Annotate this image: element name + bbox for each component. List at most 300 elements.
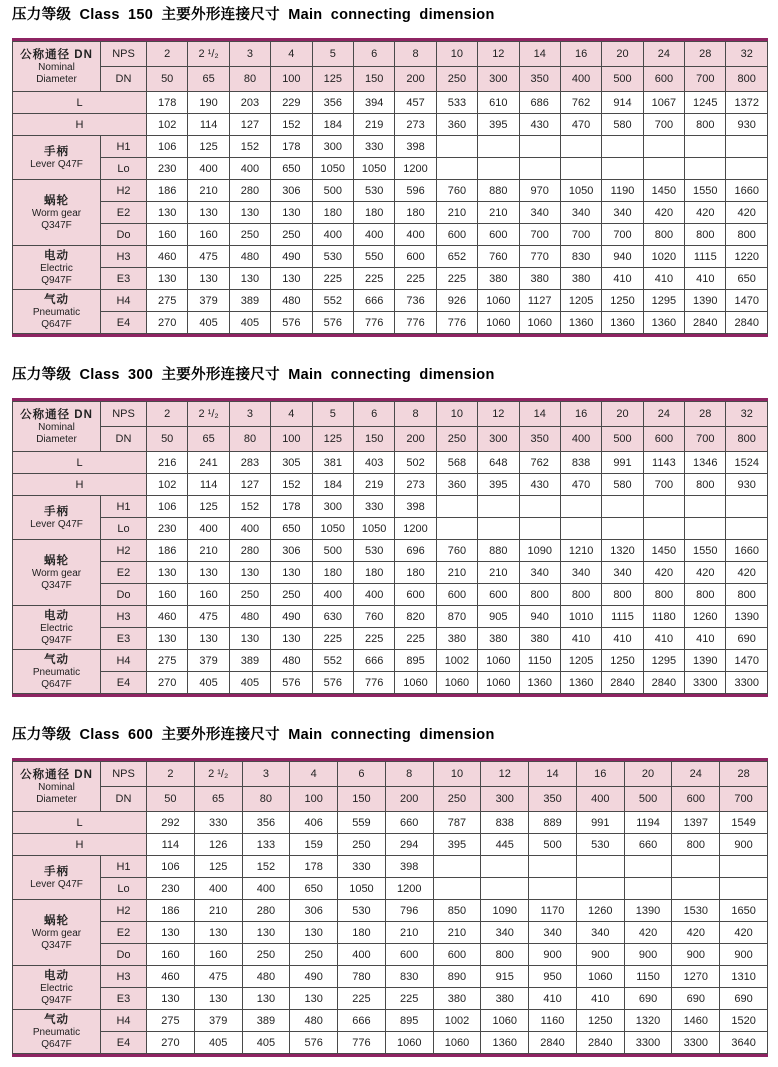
header-row-dn bbox=[13, 787, 768, 812]
data-cell: 420 bbox=[726, 202, 768, 224]
data-cell: 430 bbox=[519, 114, 560, 136]
label-line-zh: 蜗轮 bbox=[44, 194, 69, 207]
row-label-H: H bbox=[13, 114, 147, 136]
nps-value-cell: 8 bbox=[395, 42, 436, 67]
data-cell: 530 bbox=[576, 834, 624, 856]
dn-value-cell: 50 bbox=[147, 787, 195, 812]
label-line-zh: 电动 bbox=[44, 609, 69, 622]
data-cell: 3300 bbox=[685, 672, 726, 694]
data-cell bbox=[624, 856, 672, 878]
data-cell: 356 bbox=[312, 92, 353, 114]
data-cell bbox=[576, 856, 624, 878]
nps-value-cell: 6 bbox=[338, 762, 386, 787]
table-title-class-600: 压力等级 Class 600 主要外形连接尺寸 Main connecting dimension bbox=[12, 727, 495, 743]
header-row-nps bbox=[13, 42, 768, 67]
data-cell: 552 bbox=[312, 290, 353, 312]
param-label-H3: H3 bbox=[101, 246, 147, 268]
data-cell: 457 bbox=[395, 92, 436, 114]
data-cell: 395 bbox=[478, 474, 519, 496]
data-cell: 130 bbox=[290, 922, 338, 944]
data-cell: 1200 bbox=[385, 878, 433, 900]
nps-value-cell: 28 bbox=[685, 42, 726, 67]
data-cell: 991 bbox=[576, 812, 624, 834]
data-cell: 1260 bbox=[576, 900, 624, 922]
data-cell bbox=[672, 856, 720, 878]
dn-value-cell: 300 bbox=[478, 67, 519, 92]
data-cell: 127 bbox=[229, 114, 270, 136]
data-cell bbox=[643, 496, 684, 518]
dn-value-cell: 350 bbox=[519, 427, 560, 452]
label-line-zh: 电动 bbox=[44, 249, 69, 262]
group-label-cell bbox=[13, 290, 101, 334]
data-cell: 460 bbox=[147, 606, 188, 628]
nps-value-cell: 2 ¹/₂ bbox=[188, 402, 229, 427]
data-cell: 930 bbox=[726, 474, 768, 496]
data-cell: 1250 bbox=[602, 290, 643, 312]
dn-value-cell: 700 bbox=[685, 67, 726, 92]
table-row bbox=[13, 158, 768, 180]
data-cell bbox=[436, 496, 477, 518]
table-row bbox=[13, 900, 768, 922]
data-cell: 760 bbox=[353, 606, 394, 628]
data-cell: 380 bbox=[433, 988, 481, 1010]
data-cell bbox=[602, 518, 643, 540]
data-cell: 580 bbox=[602, 114, 643, 136]
data-cell: 1470 bbox=[726, 290, 768, 312]
data-cell: 652 bbox=[436, 246, 477, 268]
nps-value-cell: 28 bbox=[720, 762, 768, 787]
data-cell: 152 bbox=[242, 856, 290, 878]
data-cell: 1550 bbox=[685, 540, 726, 562]
table-row bbox=[13, 496, 768, 518]
data-cell: 2840 bbox=[726, 312, 768, 334]
data-cell: 225 bbox=[338, 988, 386, 1010]
data-cell bbox=[478, 136, 519, 158]
data-cell: 178 bbox=[147, 92, 188, 114]
label-line-en: Lever Q47F bbox=[30, 518, 83, 530]
data-cell: 130 bbox=[147, 268, 188, 290]
data-cell: 800 bbox=[481, 944, 529, 966]
data-cell: 760 bbox=[436, 540, 477, 562]
data-cell: 130 bbox=[188, 562, 229, 584]
data-cell: 1524 bbox=[726, 452, 768, 474]
data-cell bbox=[643, 136, 684, 158]
group-label-cell bbox=[13, 136, 101, 180]
data-cell: 294 bbox=[385, 834, 433, 856]
nps-value-cell: 16 bbox=[560, 42, 601, 67]
data-cell: 610 bbox=[478, 92, 519, 114]
data-cell: 225 bbox=[353, 268, 394, 290]
data-cell: 760 bbox=[478, 246, 519, 268]
row-label-L: L bbox=[13, 92, 147, 114]
data-cell: 576 bbox=[271, 672, 312, 694]
data-cell: 395 bbox=[478, 114, 519, 136]
data-cell: 1390 bbox=[624, 900, 672, 922]
row-label-L: L bbox=[13, 452, 147, 474]
data-cell: 280 bbox=[229, 180, 270, 202]
data-cell: 152 bbox=[271, 474, 312, 496]
header-row-nps bbox=[13, 762, 768, 787]
data-cell: 340 bbox=[481, 922, 529, 944]
data-cell: 1390 bbox=[685, 290, 726, 312]
dimension-table-class-150 bbox=[12, 41, 768, 334]
dn-value-cell: 700 bbox=[720, 787, 768, 812]
data-cell: 130 bbox=[188, 628, 229, 650]
param-label-H1: H1 bbox=[101, 856, 147, 878]
data-cell: 403 bbox=[353, 452, 394, 474]
dn-value-cell: 80 bbox=[229, 427, 270, 452]
data-cell: 1372 bbox=[726, 92, 768, 114]
data-cell: 106 bbox=[147, 856, 195, 878]
dn-value-cell: 400 bbox=[560, 427, 601, 452]
label-line-en: Electric bbox=[40, 262, 73, 274]
data-cell: 490 bbox=[271, 246, 312, 268]
label-line-en: Diameter bbox=[36, 433, 77, 445]
data-cell bbox=[478, 158, 519, 180]
dn-label-cell: DN bbox=[101, 787, 147, 812]
data-cell: 229 bbox=[271, 92, 312, 114]
label-line-zh: 手柄 bbox=[44, 505, 69, 518]
data-cell: 420 bbox=[643, 202, 684, 224]
data-cell: 186 bbox=[147, 180, 188, 202]
dn-value-cell: 100 bbox=[290, 787, 338, 812]
data-cell: 400 bbox=[338, 944, 386, 966]
data-cell: 530 bbox=[353, 180, 394, 202]
nps-value-cell: 4 bbox=[271, 42, 312, 67]
data-cell: 340 bbox=[602, 562, 643, 584]
data-cell: 420 bbox=[685, 202, 726, 224]
data-cell: 330 bbox=[338, 856, 386, 878]
data-cell bbox=[643, 518, 684, 540]
nps-value-cell: 20 bbox=[602, 42, 643, 67]
data-cell: 1060 bbox=[433, 1032, 481, 1054]
nps-value-cell: 2 bbox=[147, 402, 188, 427]
param-label-E2: E2 bbox=[101, 922, 147, 944]
data-cell: 405 bbox=[188, 312, 229, 334]
dn-value-cell: 65 bbox=[194, 787, 242, 812]
param-label-E4: E4 bbox=[101, 672, 147, 694]
data-cell: 1250 bbox=[576, 1010, 624, 1032]
table-row bbox=[13, 202, 768, 224]
data-cell: 180 bbox=[353, 562, 394, 584]
param-label-E4: E4 bbox=[101, 1032, 147, 1054]
data-cell: 410 bbox=[685, 628, 726, 650]
dn-value-cell: 100 bbox=[271, 427, 312, 452]
data-cell: 552 bbox=[312, 650, 353, 672]
data-cell: 114 bbox=[147, 834, 195, 856]
data-cell: 568 bbox=[436, 452, 477, 474]
param-label-E2: E2 bbox=[101, 202, 147, 224]
group-label-cell bbox=[13, 606, 101, 650]
row-label-H: H bbox=[13, 474, 147, 496]
data-cell: 219 bbox=[353, 114, 394, 136]
data-cell: 1050 bbox=[312, 518, 353, 540]
dn-value-cell: 700 bbox=[685, 427, 726, 452]
data-cell: 125 bbox=[188, 136, 229, 158]
data-cell: 210 bbox=[188, 540, 229, 562]
data-cell: 1450 bbox=[643, 540, 684, 562]
nps-value-cell: 3 bbox=[242, 762, 290, 787]
data-cell: 280 bbox=[242, 900, 290, 922]
data-cell: 340 bbox=[529, 922, 577, 944]
nps-value-cell: 32 bbox=[726, 402, 768, 427]
data-cell bbox=[726, 496, 768, 518]
data-cell: 160 bbox=[147, 944, 195, 966]
group-label-cell bbox=[13, 1010, 101, 1054]
data-cell: 780 bbox=[338, 966, 386, 988]
table-row bbox=[13, 114, 768, 136]
data-cell: 3640 bbox=[720, 1032, 768, 1054]
label-line-en: Electric bbox=[40, 982, 73, 994]
data-cell: 1320 bbox=[602, 540, 643, 562]
label-line-en: Worm gear bbox=[31, 927, 82, 939]
data-cell: 800 bbox=[519, 584, 560, 606]
data-cell: 410 bbox=[602, 268, 643, 290]
nps-value-cell: 4 bbox=[290, 762, 338, 787]
dn-value-cell: 250 bbox=[433, 787, 481, 812]
data-cell: 576 bbox=[312, 312, 353, 334]
data-cell: 106 bbox=[147, 496, 188, 518]
corner-header-cell bbox=[13, 762, 101, 812]
data-cell bbox=[436, 136, 477, 158]
data-cell: 650 bbox=[290, 878, 338, 900]
data-cell: 1260 bbox=[685, 606, 726, 628]
data-cell bbox=[685, 136, 726, 158]
table-row bbox=[13, 518, 768, 540]
data-cell: 445 bbox=[481, 834, 529, 856]
data-cell: 900 bbox=[529, 944, 577, 966]
data-cell: 890 bbox=[433, 966, 481, 988]
data-cell: 210 bbox=[433, 922, 481, 944]
data-cell: 1190 bbox=[602, 180, 643, 202]
data-cell: 273 bbox=[395, 114, 436, 136]
data-cell: 1360 bbox=[519, 672, 560, 694]
data-cell: 1050 bbox=[312, 158, 353, 180]
param-label-E4: E4 bbox=[101, 312, 147, 334]
dn-label-cell: DN bbox=[101, 67, 147, 92]
data-cell: 330 bbox=[353, 496, 394, 518]
label-line-en: Electric bbox=[40, 622, 73, 634]
data-cell: 180 bbox=[312, 202, 353, 224]
data-cell: 380 bbox=[560, 268, 601, 290]
data-cell: 648 bbox=[478, 452, 519, 474]
data-cell: 475 bbox=[194, 966, 242, 988]
label-line-zh: 气动 bbox=[44, 1013, 69, 1026]
data-cell: 1270 bbox=[672, 966, 720, 988]
data-cell: 340 bbox=[560, 562, 601, 584]
data-cell: 1060 bbox=[478, 650, 519, 672]
data-cell: 1470 bbox=[726, 650, 768, 672]
data-cell: 530 bbox=[353, 540, 394, 562]
dn-value-cell: 65 bbox=[188, 427, 229, 452]
dn-value-cell: 350 bbox=[529, 787, 577, 812]
label-line-en: Q947F bbox=[41, 994, 72, 1006]
data-cell: 950 bbox=[529, 966, 577, 988]
data-cell: 895 bbox=[395, 650, 436, 672]
table-row bbox=[13, 650, 768, 672]
data-cell: 420 bbox=[685, 562, 726, 584]
data-cell bbox=[529, 856, 577, 878]
data-cell: 1245 bbox=[685, 92, 726, 114]
data-cell: 830 bbox=[385, 966, 433, 988]
data-cell: 400 bbox=[395, 224, 436, 246]
data-cell: 250 bbox=[338, 834, 386, 856]
data-cell: 490 bbox=[290, 966, 338, 988]
data-cell bbox=[685, 496, 726, 518]
data-cell: 130 bbox=[194, 988, 242, 1010]
data-cell: 420 bbox=[720, 922, 768, 944]
data-cell: 1060 bbox=[385, 1032, 433, 1054]
data-cell: 1050 bbox=[353, 518, 394, 540]
data-cell: 225 bbox=[385, 988, 433, 1010]
data-cell: 203 bbox=[229, 92, 270, 114]
label-line-en: Q647F bbox=[41, 318, 72, 330]
label-line-en: Worm gear bbox=[31, 207, 82, 219]
data-cell: 1050 bbox=[338, 878, 386, 900]
data-cell: 270 bbox=[147, 1032, 195, 1054]
dn-value-cell: 600 bbox=[672, 787, 720, 812]
nps-value-cell: 5 bbox=[312, 42, 353, 67]
label-line-en: Q347F bbox=[41, 579, 72, 591]
data-cell: 380 bbox=[478, 628, 519, 650]
data-cell: 800 bbox=[685, 114, 726, 136]
data-cell: 250 bbox=[229, 584, 270, 606]
data-cell: 160 bbox=[147, 224, 188, 246]
data-cell: 533 bbox=[436, 92, 477, 114]
label-line-zh: 公称通径 DN bbox=[20, 408, 93, 421]
data-cell: 1360 bbox=[560, 672, 601, 694]
data-cell: 480 bbox=[229, 606, 270, 628]
nps-value-cell: 2 ¹/₂ bbox=[188, 42, 229, 67]
param-label-Lo: Lo bbox=[101, 518, 147, 540]
data-cell: 1060 bbox=[576, 966, 624, 988]
table-row bbox=[13, 1010, 768, 1032]
data-cell: 776 bbox=[353, 312, 394, 334]
data-cell: 460 bbox=[147, 246, 188, 268]
table-row bbox=[13, 246, 768, 268]
data-cell: 250 bbox=[271, 584, 312, 606]
data-cell: 460 bbox=[147, 966, 195, 988]
data-cell bbox=[436, 158, 477, 180]
data-cell: 1397 bbox=[672, 812, 720, 834]
data-cell: 130 bbox=[290, 988, 338, 1010]
row-label-H: H bbox=[13, 834, 147, 856]
dn-value-cell: 250 bbox=[436, 427, 477, 452]
data-cell: 1194 bbox=[624, 812, 672, 834]
data-cell: 360 bbox=[436, 474, 477, 496]
label-line-en: Q347F bbox=[41, 219, 72, 231]
data-cell: 1320 bbox=[624, 1010, 672, 1032]
data-cell: 160 bbox=[147, 584, 188, 606]
data-cell: 500 bbox=[312, 540, 353, 562]
nps-value-cell: 20 bbox=[602, 402, 643, 427]
data-cell: 600 bbox=[478, 224, 519, 246]
table-row bbox=[13, 922, 768, 944]
nps-label-cell: NPS bbox=[101, 402, 147, 427]
data-cell: 530 bbox=[312, 246, 353, 268]
data-cell: 180 bbox=[338, 922, 386, 944]
param-label-Do: Do bbox=[101, 944, 147, 966]
data-cell: 820 bbox=[395, 606, 436, 628]
data-cell: 1220 bbox=[726, 246, 768, 268]
label-line-zh: 公称通径 DN bbox=[20, 48, 93, 61]
dn-value-cell: 100 bbox=[271, 67, 312, 92]
data-cell: 2840 bbox=[643, 672, 684, 694]
data-cell: 3300 bbox=[624, 1032, 672, 1054]
data-cell: 127 bbox=[229, 474, 270, 496]
data-cell: 900 bbox=[576, 944, 624, 966]
data-cell: 160 bbox=[188, 584, 229, 606]
data-cell: 186 bbox=[147, 900, 195, 922]
table-row bbox=[13, 966, 768, 988]
data-cell: 420 bbox=[672, 922, 720, 944]
data-cell bbox=[519, 518, 560, 540]
table-row bbox=[13, 834, 768, 856]
data-cell: 2840 bbox=[576, 1032, 624, 1054]
data-cell: 926 bbox=[436, 290, 477, 312]
data-cell: 114 bbox=[188, 474, 229, 496]
nps-value-cell: 24 bbox=[672, 762, 720, 787]
param-label-Do: Do bbox=[101, 584, 147, 606]
data-cell: 306 bbox=[271, 180, 312, 202]
data-cell: 800 bbox=[643, 224, 684, 246]
data-cell: 210 bbox=[194, 900, 242, 922]
data-cell: 114 bbox=[188, 114, 229, 136]
data-cell: 180 bbox=[312, 562, 353, 584]
nps-value-cell: 12 bbox=[478, 42, 519, 67]
data-cell bbox=[726, 158, 768, 180]
nps-value-cell: 10 bbox=[436, 42, 477, 67]
param-label-H2: H2 bbox=[101, 540, 147, 562]
data-cell: 400 bbox=[229, 518, 270, 540]
data-cell: 1250 bbox=[602, 650, 643, 672]
data-cell: 480 bbox=[290, 1010, 338, 1032]
data-cell bbox=[436, 518, 477, 540]
data-cell: 700 bbox=[643, 474, 684, 496]
data-cell: 1360 bbox=[481, 1032, 529, 1054]
table-row bbox=[13, 812, 768, 834]
dn-value-cell: 50 bbox=[147, 427, 188, 452]
data-cell: 889 bbox=[529, 812, 577, 834]
label-line-en: Worm gear bbox=[31, 567, 82, 579]
data-cell: 596 bbox=[395, 180, 436, 202]
data-cell bbox=[602, 158, 643, 180]
data-cell: 1090 bbox=[481, 900, 529, 922]
table-row bbox=[13, 606, 768, 628]
data-cell: 700 bbox=[602, 224, 643, 246]
data-cell: 190 bbox=[188, 92, 229, 114]
data-cell: 3300 bbox=[726, 672, 768, 694]
nps-value-cell: 14 bbox=[519, 402, 560, 427]
data-cell: 690 bbox=[624, 988, 672, 1010]
data-cell: 230 bbox=[147, 518, 188, 540]
data-cell: 1150 bbox=[519, 650, 560, 672]
data-cell: 380 bbox=[478, 268, 519, 290]
data-cell: 275 bbox=[147, 650, 188, 672]
data-cell: 405 bbox=[194, 1032, 242, 1054]
nps-value-cell: 2 bbox=[147, 762, 195, 787]
data-cell: 736 bbox=[395, 290, 436, 312]
data-cell: 180 bbox=[353, 202, 394, 224]
data-cell: 1205 bbox=[560, 650, 601, 672]
data-cell: 270 bbox=[147, 312, 188, 334]
data-cell: 1010 bbox=[560, 606, 601, 628]
data-cell: 210 bbox=[436, 562, 477, 584]
dn-value-cell: 600 bbox=[643, 427, 684, 452]
data-cell: 1060 bbox=[478, 312, 519, 334]
table-row bbox=[13, 878, 768, 900]
table-row bbox=[13, 92, 768, 114]
